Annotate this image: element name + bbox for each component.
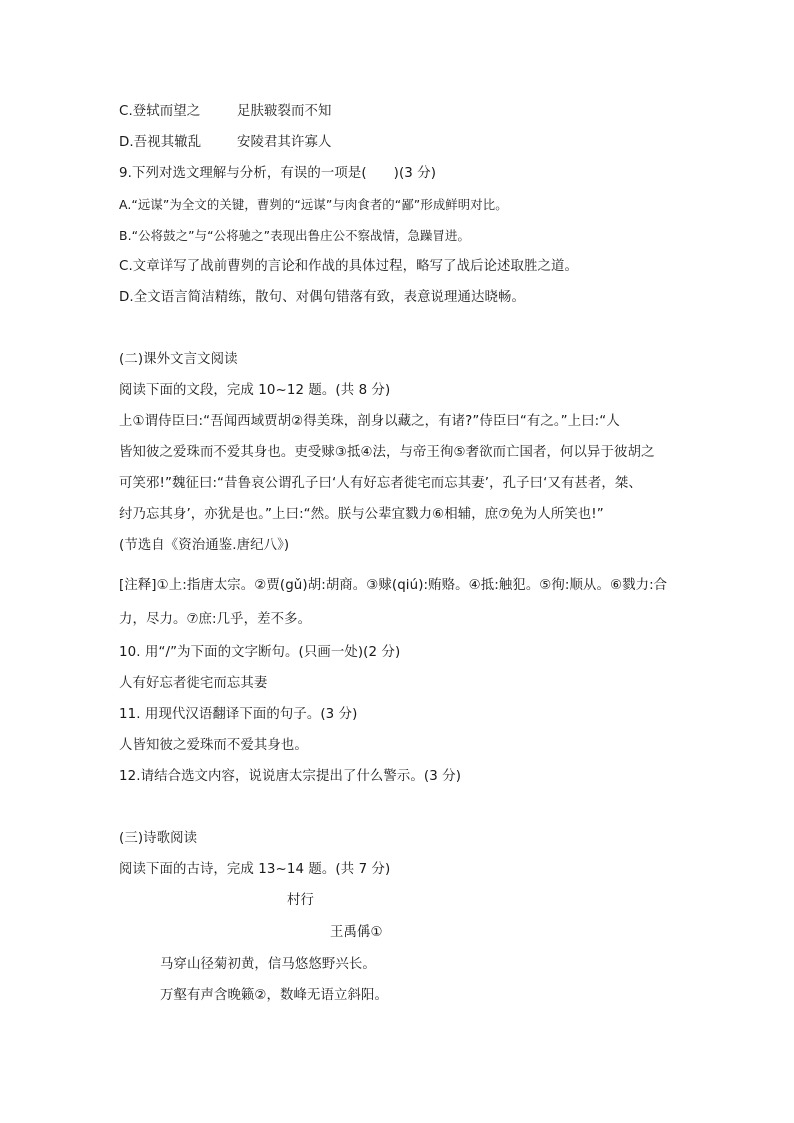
section-two-intro: 阅读下面的文段，完成 10~12 题。(共 8 分) (119, 383, 391, 398)
option-d-row (119, 133, 331, 153)
section-three-heading: (三)诗歌阅读 (119, 831, 198, 846)
option-c-left: C.登轼而望之 (119, 104, 201, 119)
option-c-row (119, 102, 331, 122)
question-12: 12.请结合选文内容，说说唐太宗提出了什么警示。(3 分) (119, 769, 462, 784)
question-10: 10. 用“/”为下面的文字断句。(只画一处)(2 分) (119, 645, 401, 660)
passage-line: 可笑邪!”魏征曰:“昔鲁哀公谓孔子曰‘人有好忘者徙宅而忘其妻’，孔子曰‘又有甚者，桀、 (119, 476, 642, 491)
question-10-text: 人有好忘者徙宅而忘其妻 (119, 676, 268, 691)
question-9-option-c: C.文章详写了战前曹刿的言论和作战的具体过程，略写了战后论述取胜之道。 (119, 259, 578, 274)
poem-line: 万壑有声含晚籁②，数峰无语立斜阳。 (160, 988, 388, 1003)
option-d-right: 安陵君其许寡人 (237, 135, 332, 150)
poem-title: 村行 (287, 893, 314, 908)
section-three-intro: 阅读下面的古诗，完成 13~14 题。(共 7 分) (119, 862, 391, 877)
question-9-option-d: D.全文语言简洁精练，散句、对偶句错落有致，表意说理通达晓畅。 (119, 290, 525, 305)
section-two-heading: (二)课外文言文阅读 (119, 352, 238, 367)
annotation-line: [注释]①上:指唐太宗。②贾(gǔ)胡:胡商。③赇(qiú):贿赂。④抵:触犯。⑤徇:顺从。⑥戮力:合 (119, 578, 668, 593)
annotation-line: 力，尽力。⑦庶:几乎，差不多。 (119, 612, 312, 627)
option-c-right: 足肤皲裂而不知 (237, 104, 332, 119)
passage-line: 皆知彼之爱珠而不爱其身也。吏受赇③抵④法，与帝王徇⑤奢欲而亡国者，何以异于彼胡之 (119, 445, 655, 460)
option-d-left: D.吾视其辙乱 (119, 135, 202, 150)
question-9: 9.下列对选文理解与分析，有误的一项是( )(3 分) (119, 166, 437, 181)
passage-source: (节选自《资治通鉴.唐纪八》) (119, 538, 290, 553)
question-11-text: 人皆知彼之爱珠而不爱其身也。 (119, 738, 308, 753)
question-9-option-a: A.“远谋”为全文的关键，曹刿的“远谋”与肉食者的“鄙”形成鲜明对比。 (119, 197, 508, 212)
passage-line: 上①谓侍臣曰:“吾闻西域贾胡②得美珠，剖身以藏之，有诸?”侍臣曰“有之。”上曰:“人 (119, 414, 620, 429)
question-11: 11. 用现代汉语翻译下面的句子。(3 分) (119, 707, 358, 722)
poem-line: 马穿山径菊初黄，信马悠悠野兴长。 (160, 957, 376, 972)
passage-line: 纣乃忘其身’，亦犹是也。”上曰:“然。朕与公辈宜戮力⑥相辅，庶⑦免为人所笑也!” (119, 507, 604, 522)
poem-author: 王禹偁① (330, 925, 383, 940)
question-9-option-b: B.“公将鼓之”与“公将驰之”表现出鲁庄公不察战情，急躁冒进。 (119, 228, 470, 243)
